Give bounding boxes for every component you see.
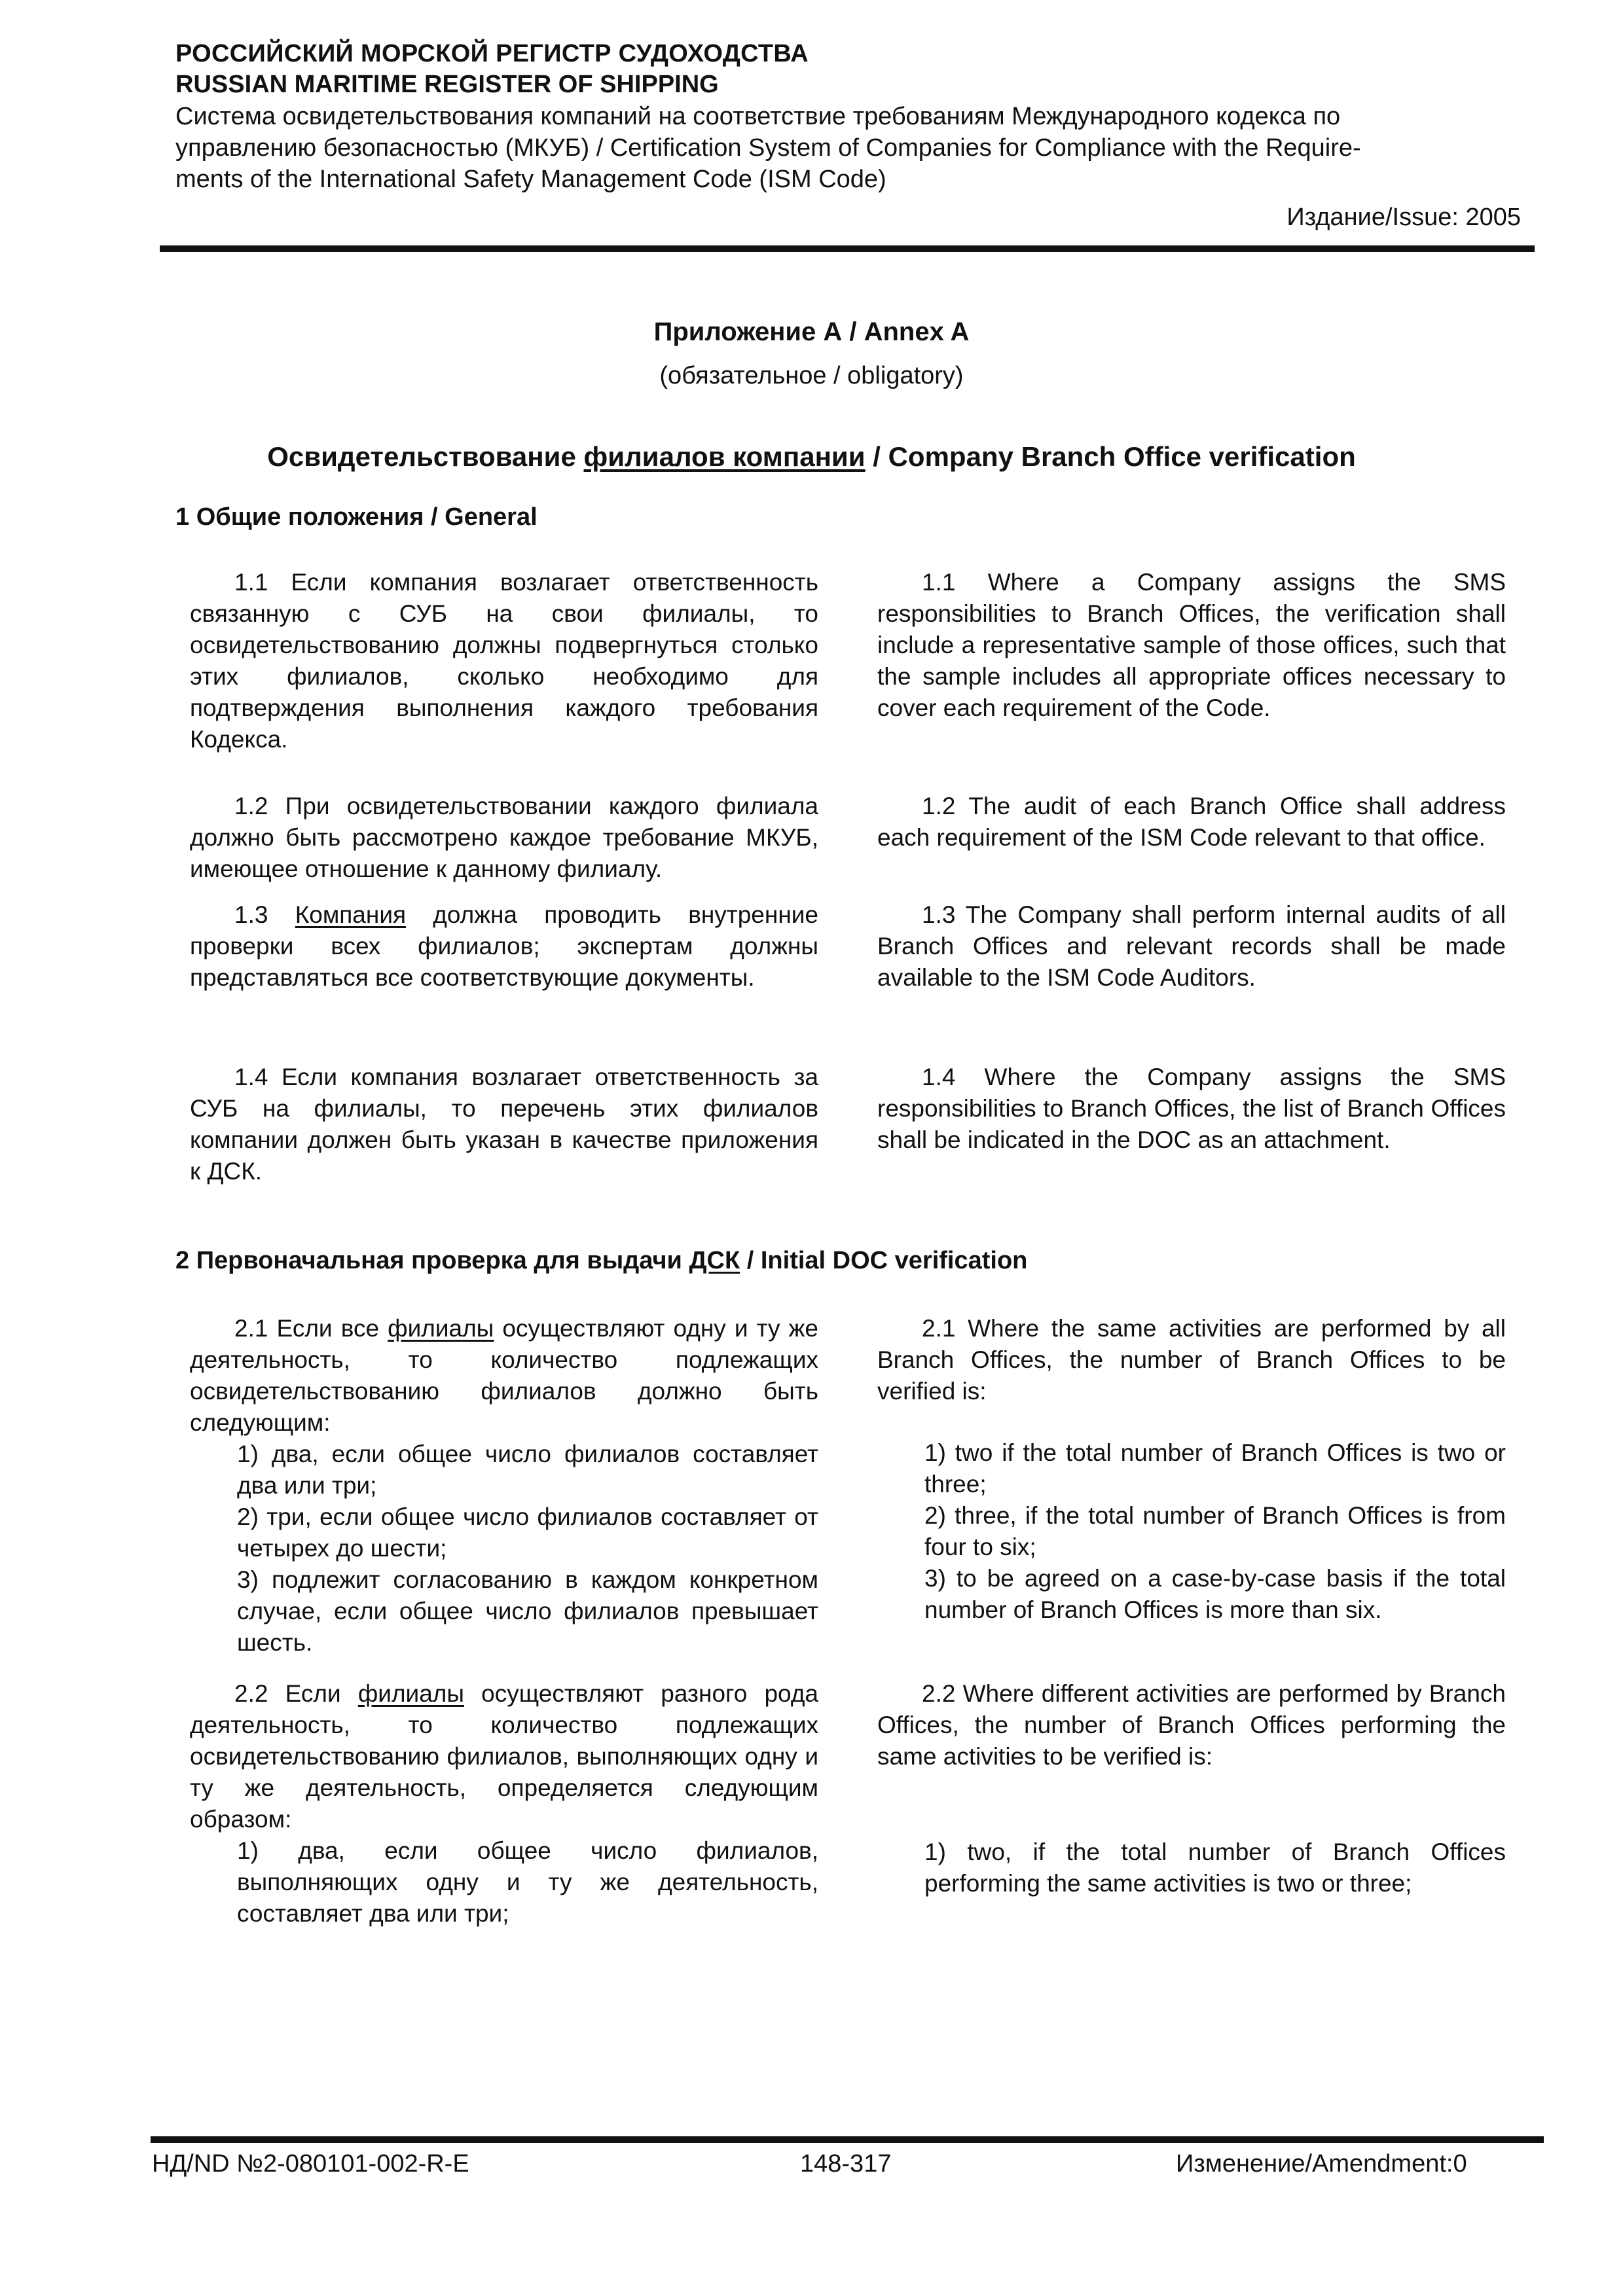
paragraph-text: 1.1 Where a Company assigns the SMS responsibilities to Branch Offices, the verification shall include a representative sample of those offices, such that the sample includes all appropriate offices necessary to cover each requirement of the Code. [877, 569, 1506, 721]
org-name-en: RUSSIAN MARITIME REGISTER OF SHIPPING [175, 71, 719, 98]
heading-prefix: 2 Первоначальная проверка для выдачи [175, 1247, 689, 1274]
paragraph-number: 1.3 [234, 901, 295, 928]
main-title [0, 440, 1623, 474]
main-title-prefix: Освидетельствование [267, 441, 584, 472]
paragraph-2-1-ru [190, 1313, 818, 1659]
list-item: 2) three, if the total number of Branch Offices is from four to six; [924, 1502, 1506, 1560]
list-item: 2) три, если общее число филиалов составляет от четырех до шести; [237, 1503, 818, 1562]
heading-underlined: ДСК [689, 1247, 740, 1274]
paragraph-2-1-en [877, 1313, 1506, 1626]
paragraph-1-4-ru [190, 1062, 818, 1187]
paragraph-text: 1.4 Если компания возлагает ответственность за СУБ на филиалы, то перечень этих филиалов компании должен быть указан в качестве приложения к ДСК. [190, 1064, 818, 1185]
paragraph-text: осуществляют одну и ту же деятельность, то количество подлежащих освидетельствованию филиалов должно быть следующим: [190, 1315, 818, 1436]
list-item: 1) two if the total number of Branch Offices is two or three; [924, 1439, 1506, 1498]
section-2-heading [175, 1245, 1027, 1276]
paragraph-text: осуществляют разного рода деятельность, то количество подлежащих освидетельствованию филиалов, выполняющих одну и ту же деятельность, определяется следующим образом: [190, 1680, 818, 1833]
main-title-underlined: филиалов компании [583, 441, 866, 472]
footer-divider [151, 2136, 1544, 2143]
paragraph-1-4-en [877, 1062, 1506, 1156]
paragraph-text: 2.2 Where different activities are performed by Branch Offices, the number of Branch Offices performing the same activities to be verified is: [877, 1680, 1506, 1770]
paragraph-text: должна проводить внутренние проверки всех филиалов; экспертам должны представляться все соответствующие документы. [190, 901, 818, 991]
paragraph-1-1-ru [190, 567, 818, 755]
system-title [175, 101, 1521, 195]
list-item: 3) to be agreed on a case-by-case basis if the total number of Branch Offices is more than six. [924, 1565, 1506, 1623]
paragraph-2-2-ru [190, 1678, 818, 1929]
system-title-line: ments of the International Safety Management Code (ISM Code) [175, 166, 886, 193]
underlined-term: филиалы [388, 1315, 494, 1342]
paragraph-1-3-en [877, 899, 1506, 994]
paragraph-text: 2.1 Если все [234, 1315, 388, 1342]
list-item: 3) подлежит согласованию в каждом конкретном случае, если общее число филиалов превышает шесть. [237, 1566, 818, 1656]
system-title-line: управлению безопасностью (МКУБ) / Certification System of Companies for Compliance with the Require- [175, 134, 1361, 162]
page-number: 148-317 [800, 2150, 892, 2178]
paragraph-text: 1.2 The audit of each Branch Office shall address each requirement of the ISM Code relevant to that office. [877, 793, 1506, 851]
underlined-term: филиалы [357, 1680, 464, 1707]
list-item: 1) два, если общее число филиалов, выполняющих одну и ту же деятельность, составляет два или три; [237, 1837, 818, 1927]
list-item: 1) two, if the total number of Branch Offices performing the same activities is two or three; [924, 1839, 1506, 1897]
annex-subtitle: (обязательное / obligatory) [659, 362, 964, 389]
org-name-ru: РОССИЙСКИЙ МОРСКОЙ РЕГИСТР СУДОХОДСТВА [175, 40, 809, 67]
paragraph-text: 1.2 При освидетельствовании каждого филиала должно быть рассмотрено каждое требование МКУБ, имеющее отношение к данному филиалу. [190, 793, 818, 882]
header-divider [160, 245, 1535, 252]
amendment-label: Изменение/Amendment:0 [1176, 2150, 1467, 2178]
paragraph-1-3-ru [190, 899, 818, 994]
issue-label: Издание/Issue: 2005 [1286, 204, 1521, 231]
heading-suffix: / Initial DOC verification [740, 1247, 1028, 1274]
system-title-line: Система освидетельствования компаний на соответствие требованиям Международного кодекса по [175, 103, 1341, 130]
list-item: 1) два, если общее число филиалов составляет два или три; [237, 1441, 818, 1499]
paragraph-text: 1.4 Where the Company assigns the SMS responsibilities to Branch Offices, the list of Branch Offices shall be indicated in the DOC as an attachment. [877, 1064, 1506, 1153]
section-1-heading: 1 Общие положения / General [175, 503, 538, 531]
paragraph-text: 1.3 The Company shall perform internal audits of all Branch Offices and relevant records shall be made available to the ISM Code Auditors. [877, 901, 1506, 991]
main-title-suffix: / Company Branch Office verification [865, 441, 1356, 472]
paragraph-2-2-en [877, 1678, 1506, 1899]
document-number: НД/ND №2-080101-002-R-E [152, 2150, 469, 2178]
paragraph-text: 1.1 Если компания возлагает ответственность связанную с СУБ на свои филиалы, то освидетельствованию должны подвергнуться столько этих филиалов, сколько необходимо для подтверждения выполнения каждого требования Кодекса. [190, 569, 818, 753]
paragraph-1-2-en [877, 791, 1506, 853]
paragraph-1-1-en [877, 567, 1506, 724]
underlined-term: Компания [295, 901, 407, 928]
page-header [175, 38, 1521, 233]
paragraph-text: 2.1 Where the same activities are performed by all Branch Offices, the number of Branch Offices to be verified is: [877, 1315, 1506, 1405]
paragraph-1-2-ru [190, 791, 818, 885]
paragraph-text: 2.2 Если [234, 1680, 358, 1707]
annex-title: Приложение А / Annex A [653, 317, 970, 346]
